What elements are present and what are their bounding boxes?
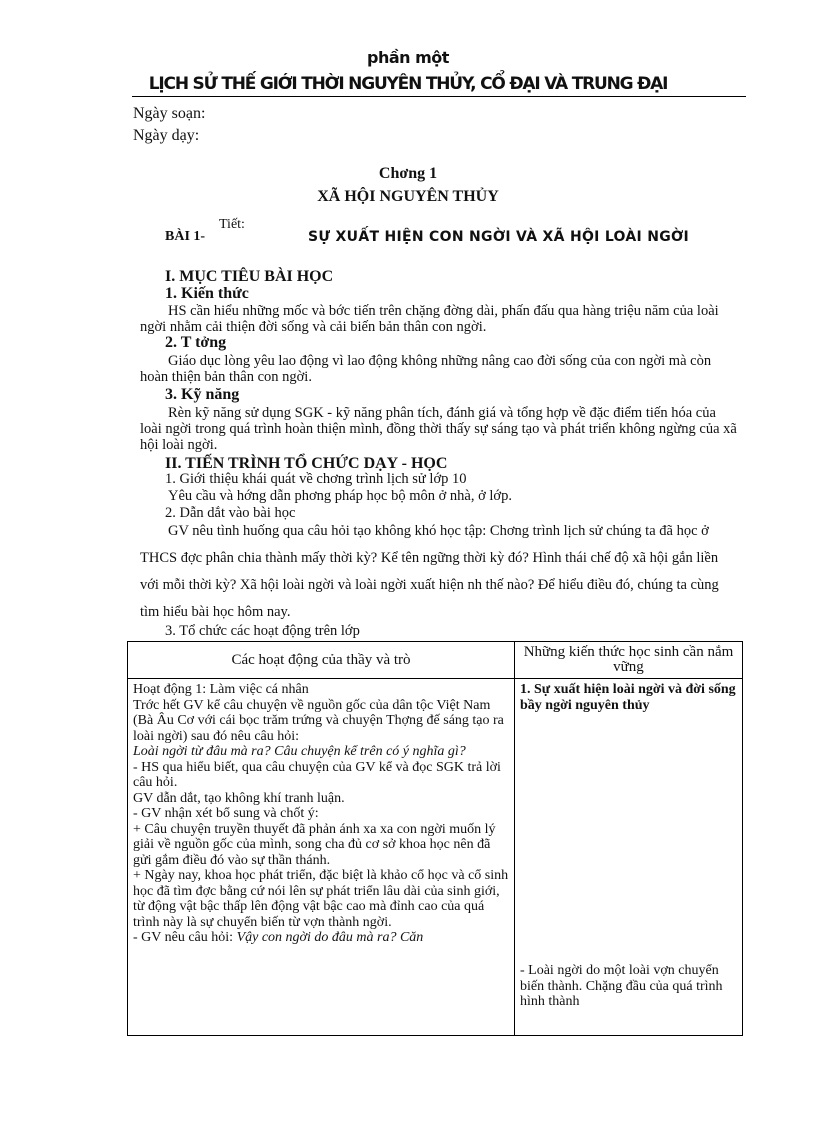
thought-text: Giáo dục lòng yêu lao động vì lao động không những nâng cao đời sống của con ngời mà còn hoàn thiện bản thân con ngời. (140, 353, 712, 385)
skill-heading: 3. Kỹ năng (165, 386, 240, 403)
activity-question: Loài ngời từ đâu mà ra? Câu chuyện kể trên có ý nghĩa gì? (133, 744, 466, 759)
part-label: phần một (367, 48, 449, 67)
activity-text (133, 930, 509, 946)
chapter-label: Chơng 1 (378, 165, 438, 182)
thought-heading: 2. T tởng (165, 334, 227, 351)
activity-text-prefix: - GV nêu câu hỏi: (133, 930, 234, 945)
table-row (128, 679, 743, 1036)
knowledge-note: - Loài ngời do một loài vợn chuyển biến thành. Chặng đầu của quá trình hình thành (520, 963, 723, 1009)
lesson-period-label: Tiết: (219, 217, 245, 232)
activity-text: GV dẫn dắt, tạo không khí tranh luận. (133, 790, 345, 806)
activities-table (127, 641, 743, 1036)
knowledge-text: HS cần hiểu những mốc và bớc tiến trên chặng đờng dài, phấn đấu qua hàng triệu năm của loài ngời nhằm cải thiện đời sống và cải biến bản thân con ngời. (140, 303, 719, 335)
table-header-row (128, 642, 743, 679)
part-title: LỊCH SỬ THẾ GIỚI THỜI NGUYÊN THỦY, CỔ ĐẠI VÀ TRUNG ĐẠI (148, 74, 668, 94)
table-header-activities: Các hoạt động của thầy và trò (128, 642, 515, 679)
activity-1-heading: Hoạt động 1: Làm việc cá nhân (133, 682, 309, 697)
activities-heading: 3. Tổ chức các hoạt động trên lớp (165, 623, 360, 639)
activity-text: + Ngày nay, khoa học phát triển, đặc biệt là khảo cổ học và cổ sinh học đã tìm đợc bằng cứ nói lên sự phát triển lâu dài của sinh giới, từ động vật bậc thấp lên động vật bậc cao mà đỉnh cao của quá trình này là sự chuyển biến từ vợn thành ngời. (133, 868, 509, 930)
header-rule (132, 96, 746, 97)
intro-text: Yêu cầu và hớng dẫn phơng pháp học bộ môn ở nhà, ở lớp. (168, 488, 512, 504)
knowledge-cell (515, 679, 743, 1036)
activity-text: + Câu chuyện truyền thuyết đã phản ánh xa xa con ngời muốn lý giải về nguồn gốc của mình, song cha đủ cơ sở khoa học nên đã gửi gắm điều đó vào sự thần thánh. (133, 821, 496, 868)
lesson-title: SỰ XUẤT HIỆN CON NGỜI VÀ XÃ HỘI LOÀI NGỜI (308, 229, 690, 245)
lesson-number: BÀI 1- (165, 229, 206, 244)
section1-heading: I. MỤC TIÊU BÀI HỌC (165, 268, 334, 285)
lead-heading: 2. Dẫn dắt vào bài học (165, 505, 296, 521)
skill-text: Rèn kỹ năng sử dụng SGK - kỹ năng phân tích, đánh giá và tổng hợp về đặc điểm tiến hóa của loài ngời trong quá trình hoàn thiện mình, đồng thời thấy sự sáng tạo và phát triển không ngừng của xã hội loài ngời. (140, 405, 737, 453)
prep-date-label: Ngày soạn: (133, 105, 206, 122)
lead-text: GV nêu tình huống qua câu hỏi tạo không khó học tập: Chơng trình lịch sử chúng ta đã học ở THCS đợc phân chia thành mấy thời kỳ? Kể tên ngững thời kỳ đó? Hình thái chế độ xã hội gắn liền với mỗi thời kỳ? Xã hội loài ngời và loài ngời xuất hiện nh thế nào? Để hiểu điều đó, chúng ta cùng tìm hiểu bài học hôm nay. (140, 523, 719, 620)
intro-heading: 1. Giới thiệu khái quát về chơng trình lịch sử lớp 10 (165, 471, 467, 487)
activities-cell (128, 679, 515, 1036)
activity-text: Trớc hết GV kể câu chuyện về nguồn gốc của dân tộc Việt Nam (Bà Âu Cơ với cái bọc trăm trứng và chuyện Thợng đế sáng tạo ra loài ngời) sau đó nêu câu hỏi: (133, 697, 504, 744)
knowledge-heading-1: 1. Sự xuất hiện loài ngời và đời sống bầy ngời nguyên thủy (520, 682, 736, 713)
chapter-title: XÃ HỘI NGUYÊN THỦY (317, 188, 499, 205)
table-header-knowledge: Những kiến thức học sinh cần nắm vững (515, 642, 743, 679)
activity-text: - HS qua hiểu biết, qua câu chuyện của GV kể và đọc SGK trả lời câu hỏi. (133, 759, 501, 790)
activity-question: Vậy con ngời do đâu mà ra? Căn (236, 930, 424, 945)
activity-text: - GV nhận xét bổ sung và chốt ý: (133, 806, 319, 821)
section2-heading: II. TIẾN TRÌNH TỔ CHỨC DẠY - HỌC (165, 455, 448, 472)
teach-date-label: Ngày dạy: (133, 127, 200, 144)
knowledge-spacer (520, 713, 737, 963)
knowledge-heading: 1. Kiến thức (165, 285, 249, 302)
